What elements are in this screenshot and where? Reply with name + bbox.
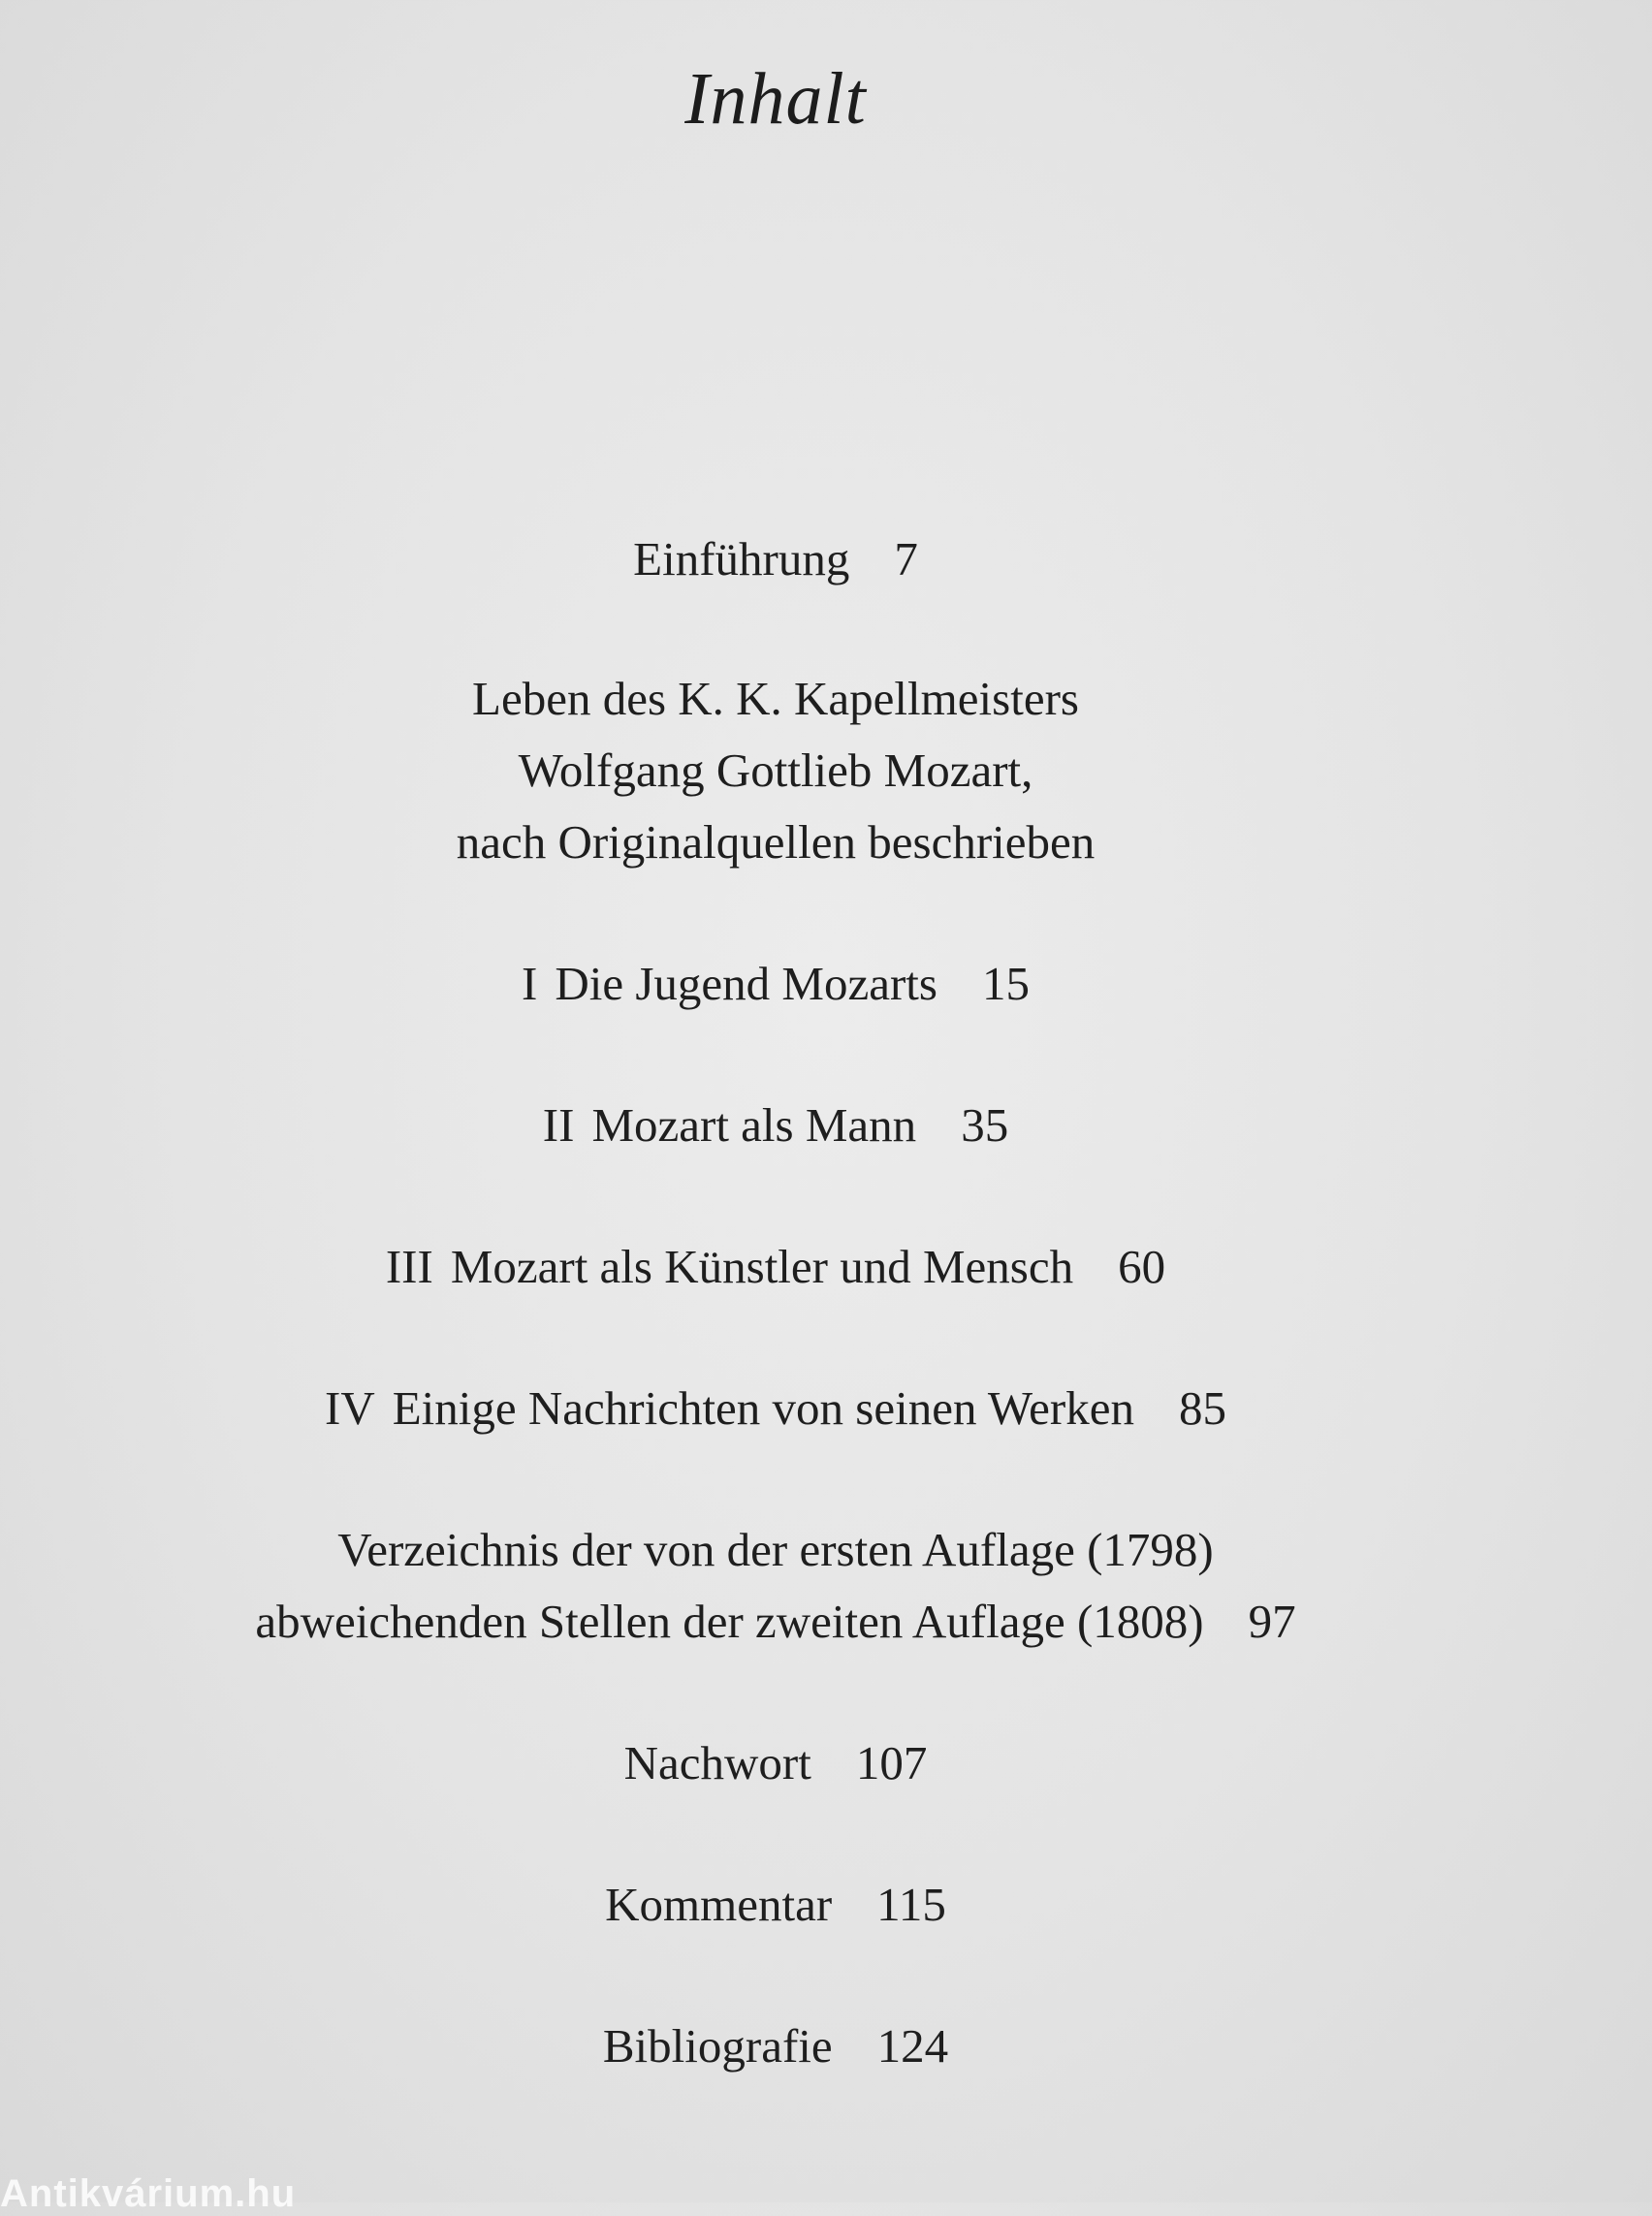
entry-page-number: 124 (876, 2019, 949, 2073)
entry-title: Die Jugend Mozarts (555, 957, 937, 1010)
toc-entry-einfuehrung (0, 523, 1551, 595)
entry-title-line: nach Originalquellen beschrieben (456, 815, 1096, 869)
entry-title: Bibliografie (602, 2019, 833, 2073)
entry-page-number: 15 (981, 957, 1030, 1010)
entry-title: Mozart als Künstler und Mensch (450, 1240, 1074, 1293)
chapter-numeral: I (522, 957, 538, 1010)
entry-title: Einführung (633, 532, 850, 586)
entry-title-line-with-page (0, 1586, 1551, 1658)
entry-title: Mozart als Mann (591, 1098, 917, 1152)
toc-entry-verzeichnis (0, 1514, 1551, 1658)
toc-entry-leben (0, 663, 1551, 878)
entry-page-number: 115 (876, 1878, 946, 1931)
entry-page-number: 60 (1118, 1240, 1166, 1293)
page-title: Inhalt (684, 58, 867, 140)
entry-title-line: Leben des K. K. Kapellmeisters (472, 672, 1079, 725)
entry-page-number: 107 (855, 1736, 928, 1789)
toc-entry-chapter-2 (0, 1090, 1551, 1161)
table-of-contents (0, 523, 1551, 2082)
chapter-numeral: IV (325, 1381, 375, 1435)
entry-page-number: 97 (1248, 1595, 1296, 1648)
entry-title-line: Verzeichnis der von der ersten Auflage (1798) (337, 1523, 1214, 1576)
toc-entry-nachwort (0, 1727, 1551, 1799)
chapter-numeral: III (385, 1240, 433, 1293)
toc-entry-bibliografie (0, 2010, 1551, 2082)
entry-title: Nachwort (623, 1736, 811, 1789)
chapter-numeral: II (542, 1098, 575, 1152)
entry-title-line: Wolfgang Gottlieb Mozart, (518, 744, 1033, 797)
toc-entry-kommentar (0, 1869, 1551, 1941)
entry-title: Kommentar (605, 1878, 833, 1931)
toc-entry-chapter-4 (0, 1373, 1551, 1444)
toc-entry-chapter-3 (0, 1231, 1551, 1303)
watermark: Antikvárium.hu (0, 2172, 297, 2215)
entry-page-number: 7 (894, 532, 918, 586)
entry-page-number: 35 (961, 1098, 1009, 1152)
toc-entry-chapter-1 (0, 948, 1551, 1020)
entry-page-number: 85 (1179, 1381, 1226, 1435)
entry-title: Einige Nachrichten von seinen Werken (392, 1381, 1134, 1435)
entry-title-line: abweichenden Stellen der zweiten Auflage (1808) (255, 1595, 1204, 1648)
